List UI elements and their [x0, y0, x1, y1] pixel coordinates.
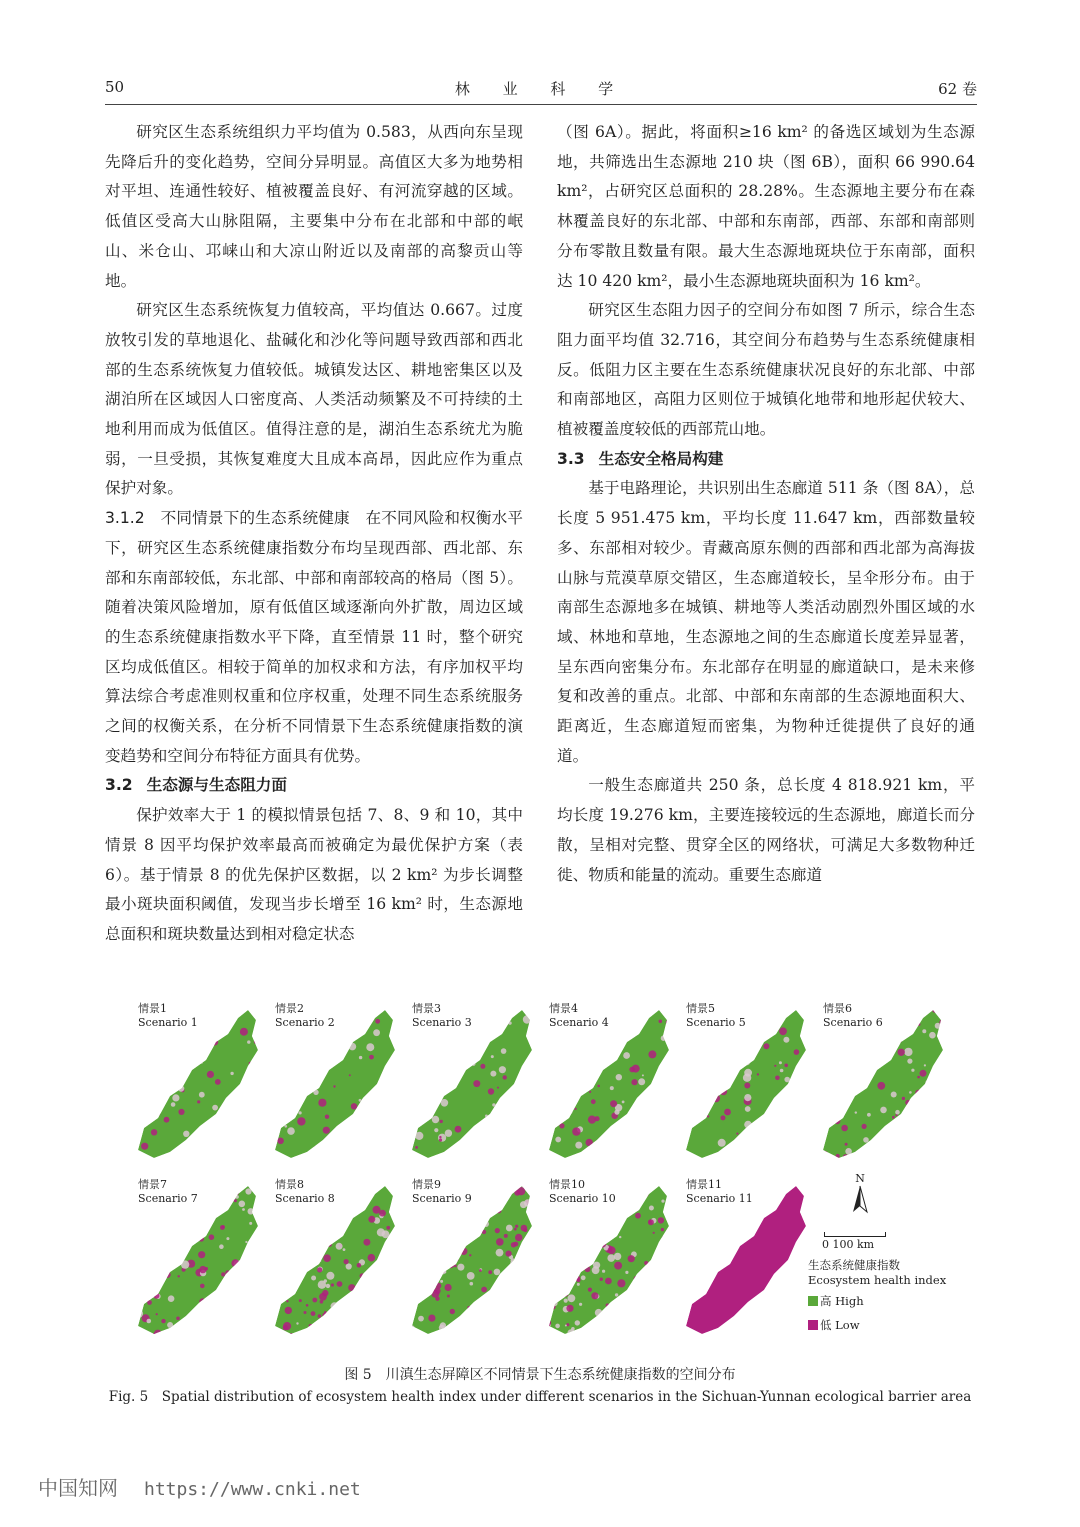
scenario-label-en: Scenario 1 — [138, 1016, 198, 1029]
scenario-label-cn: 情景7 — [138, 1178, 167, 1191]
scenario-label-en: Scenario 2 — [275, 1016, 335, 1029]
scenario-map-panel — [678, 1176, 813, 1346]
scenario-map-panel — [404, 1000, 539, 1170]
figure-caption-en: Fig. 5 Spatial distribution of ecosystem health index under different scenarios in the Sichuan-Yunnan ecological barrier area — [108, 1389, 972, 1405]
scenario-map-panel — [541, 1176, 676, 1346]
paragraph: 3.1.2 不同情景下的生态系统健康 在不同风险和权衡水平下，研究区生态系统健康指数分布均呈现西部、西北部、东部和东南部较低，东北部、中部和南部较高的格局（图 5）。随着决策风险增加，原有低值区域逐渐向外扩散，周边区域的生态系统健康指数水平下降，直至情景 11 时，整个研究区均成低值区。相较于简单的加权求和方法，有序加权平均算法综合考虑准则权重和位序权重，处理不同生态系统服务之间的权衡关系，在分析不同情景下生态系统健康指数的演变趋势和空间分布特征方面具有优势。 — [105, 509, 523, 765]
scenario-label — [823, 1002, 883, 1030]
scenario-label-cn: 情景4 — [549, 1002, 578, 1015]
scenario-label-cn: 情景5 — [686, 1002, 715, 1015]
scenario-map-panel — [541, 1000, 676, 1170]
left-column — [105, 118, 523, 950]
scenario-label-cn: 情景11 — [686, 1178, 722, 1191]
paragraph: 一般生态廊道共 250 条，总长度 4 818.921 km，平均长度 19.276 km，主要连接较远的生态源地，廊道长而分散，呈相对完整、贯穿全区的网络状，可满足大多数物种迁徙、物质和能量的流动。重要生态廊道 — [557, 776, 975, 884]
scenario-label-en: Scenario 3 — [412, 1016, 472, 1029]
scenario-map-panel — [815, 1000, 950, 1170]
cnki-logo: 中国知网 — [38, 1476, 118, 1500]
scenario-map-panel — [404, 1176, 539, 1346]
scenario-label — [686, 1002, 746, 1030]
figure-caption-cn: 图 5 川滇生态屏障区不同情景下生态系统健康指数的空间分布 — [344, 1367, 736, 1383]
scenario-map-panel — [267, 1176, 402, 1346]
right-column — [557, 118, 975, 890]
scenario-label-en: Scenario 8 — [275, 1192, 335, 1205]
scenario-label — [549, 1178, 616, 1206]
scenario-label-en: Scenario 11 — [686, 1192, 753, 1205]
scenario-map-panel — [267, 1000, 402, 1170]
scenario-label — [412, 1178, 472, 1206]
legend-high: 高 High — [808, 1294, 958, 1309]
paragraph: 研究区生态系统组织力平均值为 0.583，从西向东呈现先降后升的变化趋势，空间分异明显。高值区大多为地势相对平坦、连通性较好、植被覆盖良好、有河流穿越的区域。低值区受高大山脉阻隔，主要集中分布在北部和中部的岷山、米仓山、邛崃山和大凉山附近以及南部的高黎贡山等地。 — [105, 123, 523, 290]
section-heading-3-2: 3.2 生态源与生态阻力面 — [105, 776, 287, 795]
scenario-label — [686, 1178, 753, 1206]
scenario-map-panel — [130, 1176, 265, 1346]
legend-box — [808, 1258, 958, 1333]
scenario-label-cn: 情景2 — [275, 1002, 304, 1015]
paragraph: 研究区生态阻力因子的空间分布如图 7 所示，综合生态阻力面平均值 32.716，其空间分布趋势与生态系统健康相反。低阻力区主要在生态系统健康状况良好的东北部、中部和南部地区，高阻力区则位于城镇化地带和地形起伏较大、植被覆盖度较低的西部荒山地。 — [557, 301, 975, 439]
scenario-label — [138, 1178, 198, 1206]
scenario-map-panel — [130, 1000, 265, 1170]
scenario-label-en: Scenario 5 — [686, 1016, 746, 1029]
scenario-label — [549, 1002, 609, 1030]
running-header — [105, 78, 977, 105]
scenario-label — [275, 1002, 335, 1030]
scenario-label-cn: 情景10 — [549, 1178, 585, 1191]
legend-title-en: Ecosystem health index — [808, 1273, 947, 1287]
scenario-label-cn: 情景1 — [138, 1002, 167, 1015]
scenario-map-panel — [678, 1000, 813, 1170]
scenario-label-cn: 情景6 — [823, 1002, 852, 1015]
legend-low: 低 Low — [808, 1318, 958, 1333]
paragraph: 研究区生态系统恢复力值较高，平均值达 0.667。过度放牧引发的草地退化、盐碱化和沙化等问题导致西部和西北部的生态系统恢复力值较低。城镇发达区、耕地密集区以及湖泊所在区域因人口密度高、人类活动频繁及不可持续的土地利用而成为低值区。值得注意的是，湖泊生态系统尤为脆弱，一旦受损，其恢复难度大且成本高昂，因此应作为重点保护对象。 — [105, 301, 523, 498]
svg-text:N: N — [855, 1172, 865, 1185]
scenario-label — [275, 1178, 335, 1206]
paragraph: 基于电路理论，共识别出生态廊道 511 条（图 8A），总长度 5 951.475 km，平均长度 11.647 km，西部数量较多、东部相对较少。青藏高原东侧的西部和西北部为高海拔山脉与荒漠草原交错区，生态廊道较长，呈伞形分布。由于南部生态源地多在城镇、耕地等人类活动剧烈外围区域的水域、林地和草地，生态源地之间的生态廊道长度差异显著，呈东西向密集分布。东北部存在明显的廊道缺口，是未来修复和改善的重点。北部、中部和东南部的生态源地面积大、距离近，生态廊道短而密集，为物种迁徙提供了良好的通道。 — [557, 479, 975, 765]
scenario-label — [138, 1002, 198, 1030]
footer-watermark — [38, 1472, 361, 1501]
scenario-label-cn: 情景9 — [412, 1178, 441, 1191]
north-arrow-icon — [840, 1172, 880, 1220]
figure-5: 情景1 Scenario 1 情景2 Scenario 2 情景3 Scenario 3 情景4 Scenario 4 情景5 Scenario 5 情景6 Scenario 6 情景7 Scenario 7 情景8 Scenario 8 情景9 Scenario 9 情景10 Scenario 10 情景11 Scenario 11 N 0 100 km 生态系统健康指数 Ecosystem health index 高 High 低 Low — [130, 1000, 960, 1345]
paragraph: 保护效率大于 1 的模拟情景包括 7、8、9 和 10，其中情景 8 因平均保护效率最高而被确定为最优保护方案（表 6）。基于情景 8 的优先保护区数据，以 2 km² 为步长调整最小斑块面积阈值，发现当步长增至 16 km² 时，生态源地总面积和斑块数量达到相对稳定状态 — [105, 806, 523, 943]
scenario-label-en: Scenario 6 — [823, 1016, 883, 1029]
scenario-label-en: Scenario 7 — [138, 1192, 198, 1205]
scenario-label — [412, 1002, 472, 1030]
journal-title: 林 业 科 学 — [454, 80, 628, 98]
scenario-label-cn: 情景8 — [275, 1178, 304, 1191]
subsection-heading: 3.1.2 不同情景下的生态系统健康 — [105, 509, 350, 528]
paragraph: （图 6A）。据此，将面积≥16 km² 的备选区域划为生态源地，共筛选出生态源地 210 块（图 6B），面积 66 990.64 km²，占研究区总面积的 28.28%。生态源地主要分布在森林覆盖良好的东北部、中部和东南部，西部、东部和南部则分布零散且数量有限。最大生态源地斑块位于东南部，面积达 10 420 km²，最小生态源地斑块面积为 16 km²。 — [557, 123, 975, 290]
scenario-label-en: Scenario 4 — [549, 1016, 609, 1029]
legend-title-cn: 生态系统健康指数 — [808, 1258, 900, 1272]
scenario-label-en: Scenario 9 — [412, 1192, 472, 1205]
scenario-label-en: Scenario 10 — [549, 1192, 616, 1205]
volume-label: 62 卷 — [938, 80, 977, 98]
section-heading-3-3: 3.3 生态安全格局构建 — [557, 449, 724, 468]
scenario-label-cn: 情景3 — [412, 1002, 441, 1015]
page-number: 50 — [105, 78, 125, 96]
footer-url: https://www.cnki.net — [144, 1479, 361, 1500]
